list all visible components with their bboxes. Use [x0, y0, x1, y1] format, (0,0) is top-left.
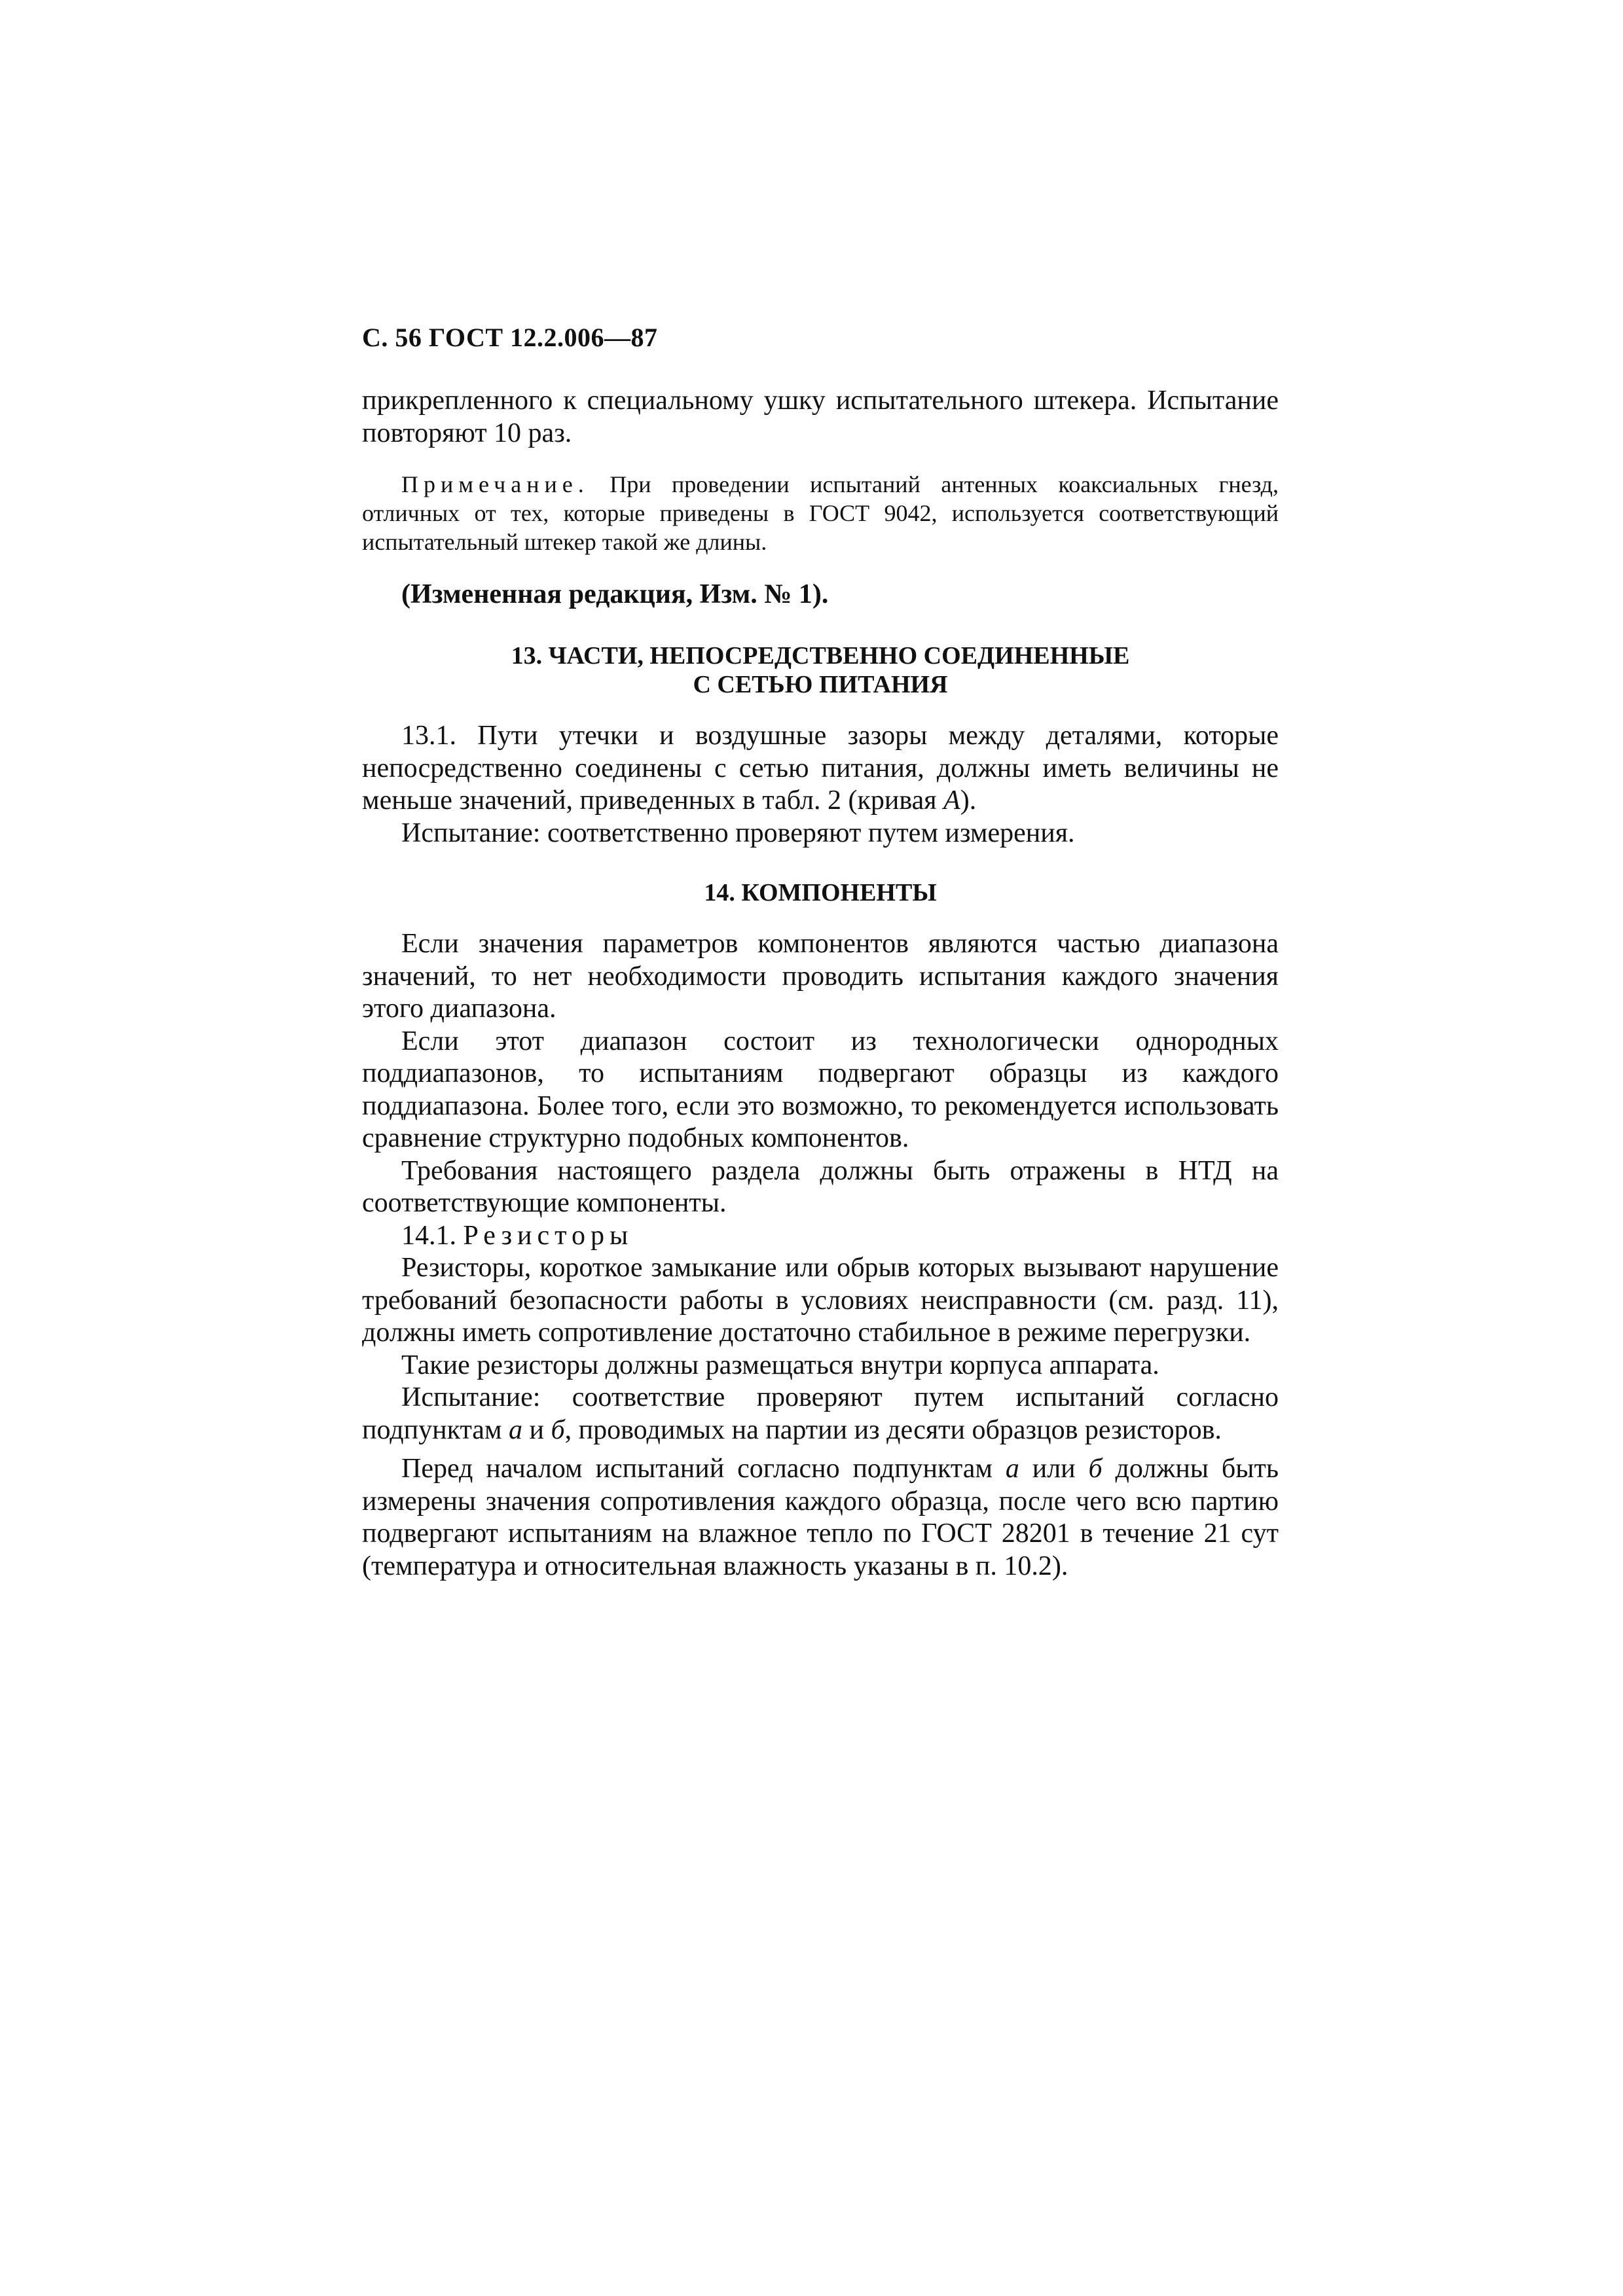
section-14-heading: [362, 878, 1279, 907]
section-13-heading: [362, 641, 1279, 699]
page-header: С. 56 ГОСТ 12.2.006—87: [362, 323, 658, 352]
section-13-title-line2: С СЕТЬЮ ПИТАНИЯ: [693, 671, 948, 698]
section-14-body: [362, 928, 1279, 1583]
section-13-paragraph-2: Испытание: соответственно проверяют путем измерения.: [401, 817, 1075, 848]
section-13-body: [362, 720, 1279, 850]
section-13-title-line1: 13. ЧАСТИ, НЕПОСРЕДСТВЕННО СОЕДИНЕННЫЕ: [511, 642, 1130, 670]
section-14-paragraph-7: Перед началом испытаний согласно подпунктам а или б должны быть измерены значения сопротивления каждого образца, после чего всю партию подвергают испытаниям на влажное тепло по ГОСТ 28201 в течение 21 сут (температура и относительная влажность указаны в п. 10.2).: [362, 1454, 1279, 1581]
section-14-paragraph-3: Требования настоящего раздела должны быть отражены в НТД на соответствующие компоненты.: [362, 1155, 1279, 1218]
note-paragraph: [362, 470, 1279, 556]
amendment-block: [362, 579, 1279, 611]
section-14-paragraph-6: Испытание: соответствие проверяют путем испытаний согласно подпунктам а и б, проводимых на партии из десяти образцов резисторов.: [362, 1382, 1279, 1445]
note-label: Примечание.: [401, 471, 589, 497]
section-14-paragraph-4: Резисторы, короткое замыкание или обрыв которых вызывают нарушение требований безопасности работы в условиях неисправности (см. разд. 11), должны иметь сопротивление достаточно стабильное в режиме перегрузки.: [362, 1253, 1279, 1348]
section-14-title: 14. КОМПОНЕНТЫ: [704, 879, 937, 906]
subsection-14-1-heading: 14.1. Резисторы: [401, 1220, 634, 1251]
section-14-paragraph-1: Если значения параметров компонентов являются частью диапазона значений, то нет необходимости проводить испытания каждого значения этого диапазона.: [362, 929, 1279, 1024]
note-block: [362, 470, 1279, 556]
section-13-paragraph-1: 13.1. Пути утечки и воздушные зазоры между деталями, которые непосредственно соединены с сетью питания, должны иметь величины не меньше значений, приведенных в табл. 2 (кривая А).: [362, 721, 1279, 816]
note-text: При проведении испытаний антенных коаксиальных гнезд, отличных от тех, которые приведены в ГОСТ 9042, используется соответствующий испытательный штекер такой же длины.: [362, 471, 1279, 555]
intro-block: [362, 385, 1279, 450]
amendment-note: (Измененная редакция, Изм. № 1).: [401, 579, 829, 609]
section-14-paragraph-5: Такие резисторы должны размещаться внутри корпуса аппарата.: [401, 1350, 1159, 1380]
section-14-paragraph-2: Если этот диапазон состоит из технологически однородных поддиапазонов, то испытаниям подвергают образцы из каждого поддиапазона. Более того, если это возможно, то рекомендуется использовать сравнение структурно подобных компонентов.: [362, 1026, 1279, 1153]
intro-paragraph: прикрепленного к специальному ушку испытательного штекера. Испытание повторяют 10 раз.: [362, 386, 1279, 448]
